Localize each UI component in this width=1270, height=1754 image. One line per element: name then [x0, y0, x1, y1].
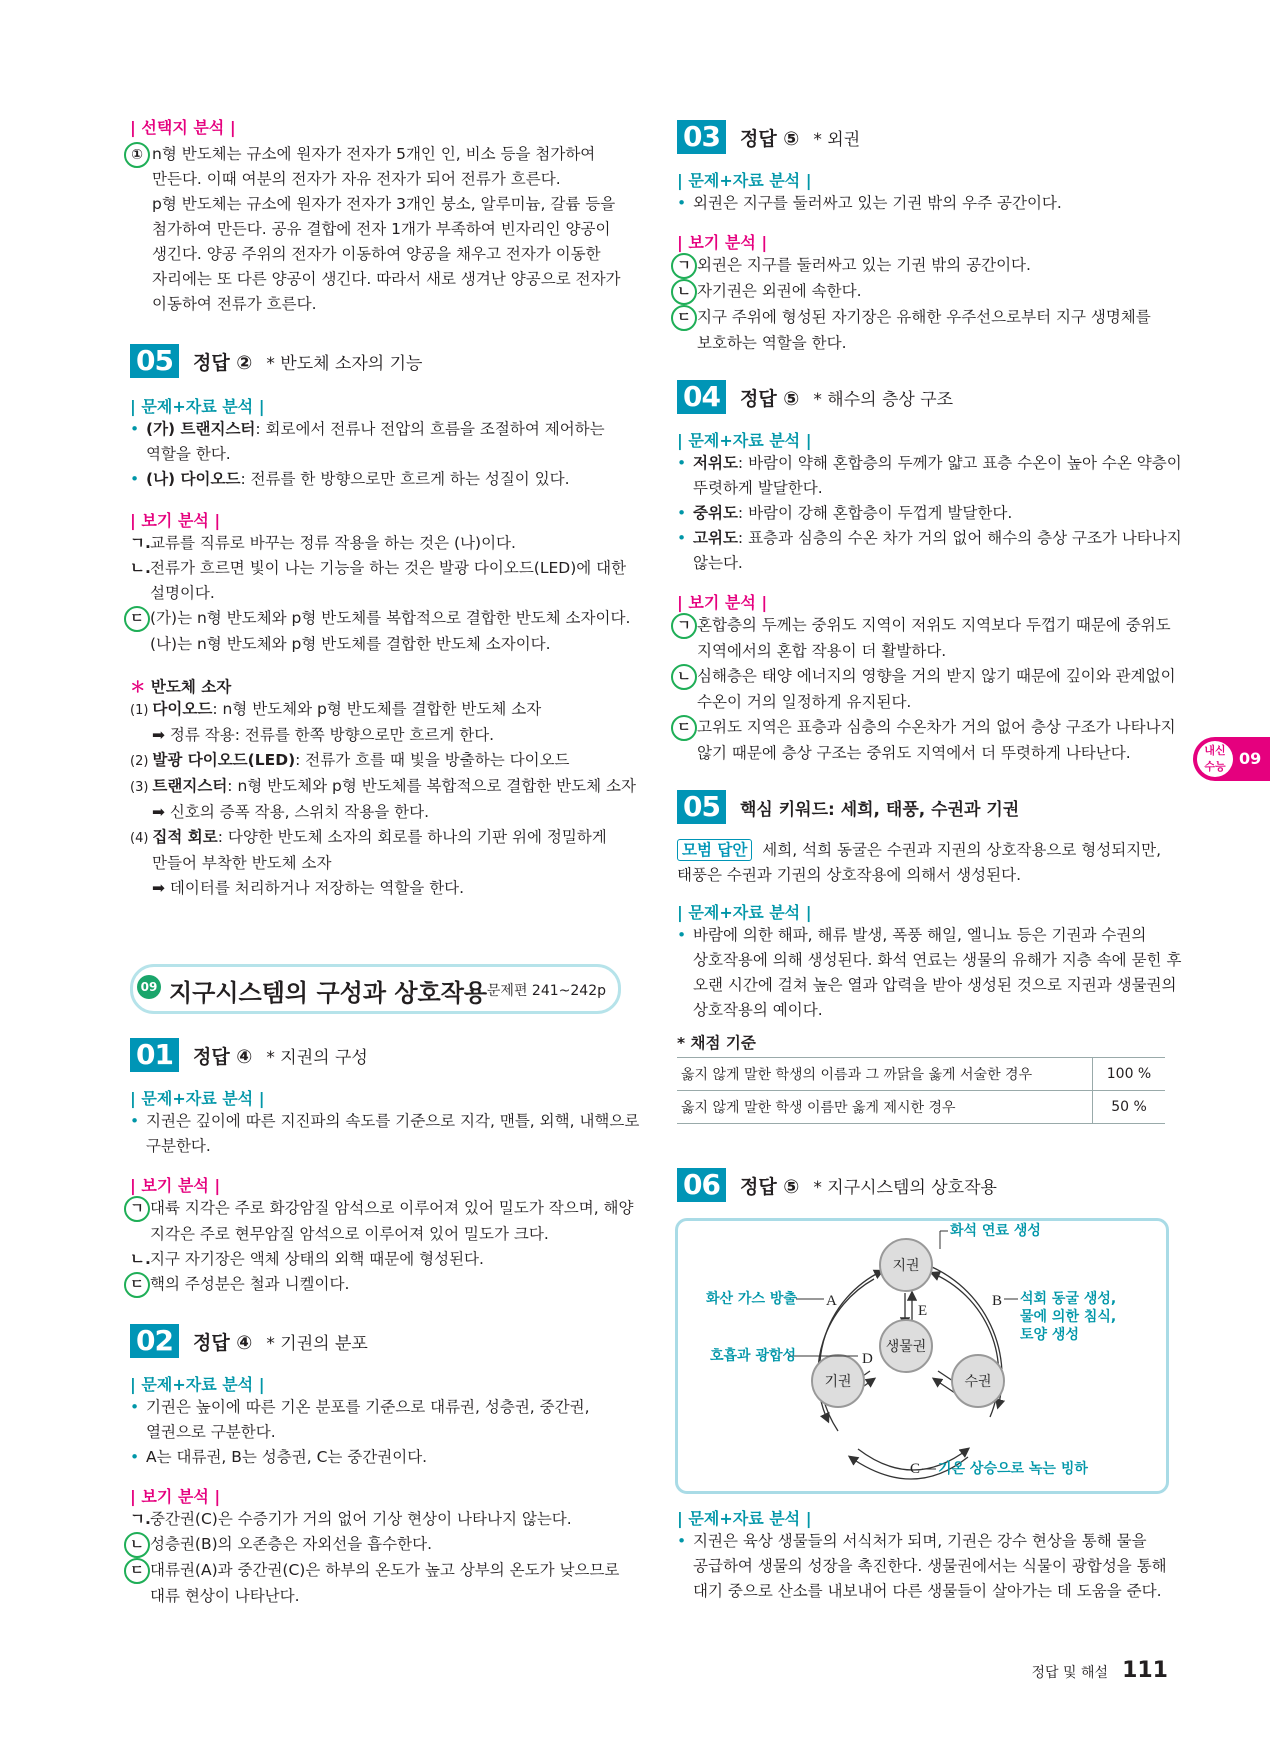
text-line: 뚜렷하게 발달한다. — [693, 479, 823, 497]
answer-label: 정답 ⑤ — [739, 387, 800, 410]
view-item: ㄷ 핵의 주성분은 철과 니켈이다. — [130, 1272, 630, 1298]
question-number: 01 — [130, 1038, 179, 1072]
view-item: ㄱ.중간권(C)은 수증기가 거의 없어 기상 현상이 나타나지 않는다. — [130, 1510, 572, 1528]
text-line: 태풍은 수권과 기권의 상호작용에 의해서 생성된다. — [677, 866, 1021, 884]
criteria-title: * 채점 기준 — [677, 1034, 756, 1052]
model-answer — [677, 838, 1167, 863]
question-number: 04 — [677, 380, 726, 414]
answer-header — [130, 1038, 630, 1072]
bullet-item: • 지권은 깊이에 따른 지진파의 속도를 기준으로 지각, 맨틀, 외핵, 내핵으로 — [130, 1109, 630, 1134]
text-line: 열권으로 구분한다. — [146, 1423, 276, 1441]
note-item: (1) 다이오드: n형 반도체와 p형 반도체를 결합한 반도체 소자 — [130, 700, 542, 718]
text-line: 수온이 거의 일정하게 유지된다. — [697, 693, 912, 711]
diagram-svg — [678, 1221, 1166, 1491]
text-line: 세희, 석희 동굴은 수권과 지권의 상호작용으로 형성되지만, — [762, 841, 1162, 859]
answer-label: 정답 ④ — [192, 1045, 253, 1068]
data-analysis-header: | 문제+자료 분석 | — [130, 1089, 265, 1108]
label-b3: 토양 생성 — [1020, 1327, 1079, 1343]
answer-keyword: * 해수의 층상 구조 — [813, 389, 954, 410]
answer-keyword: * 지구시스템의 상호작용 — [813, 1177, 997, 1198]
text-line: 않는다. — [693, 554, 743, 572]
label-resp: 호흡과 광합성 — [710, 1348, 797, 1364]
data-analysis-header: | 문제+자료 분석 | — [677, 431, 812, 450]
answer-label: 정답 ⑤ — [739, 1175, 800, 1198]
data-analysis-header: | 문제+자료 분석 | — [677, 1509, 812, 1528]
side-tab-label: 내신 — [1204, 744, 1226, 757]
side-tab-chapter: 09 — [1239, 749, 1262, 768]
bullet-item: • 고위도: 표층과 심층의 수온 차가 거의 없어 해수의 층상 구조가 나타나지 — [677, 526, 1167, 551]
view-analysis-header: | 보기 분석 | — [130, 511, 221, 530]
label-glacier: 기온 상승으로 녹는 빙하 — [938, 1461, 1088, 1477]
text-line: n형 반도체는 규소에 원자가 전자가 5개인 인, 비소 등을 첨가하여 — [152, 145, 596, 163]
question-number: 03 — [677, 120, 726, 154]
bullet-item: • 저위도: 바람이 약해 혼합층의 두께가 얇고 표층 수온이 높아 수온 약층이 — [677, 451, 1167, 476]
choice-marker: ① — [124, 142, 150, 168]
model-answer-label: 모범 답안 — [677, 839, 752, 861]
label-atmosphere: 기권 — [824, 1374, 852, 1390]
keyword-title: 핵심 키워드: 세희, 태풍, 수권과 기권 — [739, 799, 1020, 820]
note-sub: ➡ 정류 작용: 전류를 한쪽 방향으로만 흐르게 한다. — [152, 726, 495, 744]
text-line: 첨가하여 만든다. 공유 결합에 전자 1개가 부족하여 빈자리인 양공이 — [152, 220, 611, 238]
answer-label: 정답 ④ — [192, 1331, 253, 1354]
question-number: 05 — [677, 790, 726, 824]
data-analysis-header: | 문제+자료 분석 | — [130, 1375, 265, 1394]
text-line: 오랜 시간에 걸쳐 높은 열과 압력을 받아 생성된 것으로 지권과 생물권의 — [693, 976, 1177, 994]
note-item: (3) 트랜지스터: n형 반도체와 p형 반도체를 복합적으로 결합한 반도체 소자 — [130, 777, 636, 795]
view-analysis-header: | 보기 분석 | — [130, 1487, 221, 1506]
view-analysis-header: | 보기 분석 | — [677, 593, 768, 612]
table-row: 옳지 않게 말한 학생 이름만 옳게 제시한 경우 50 % — [677, 1091, 1165, 1124]
text-line: 지각은 주로 현무암질 암석으로 이루어져 있어 밀도가 크다. — [150, 1225, 549, 1243]
side-chapter-tab — [1193, 737, 1270, 781]
label-fossil: 화석 연료 생성 — [950, 1223, 1041, 1239]
text-line: 않기 때문에 층상 구조는 중위도 지역에서 더 뚜렷하게 나타난다. — [697, 744, 1131, 762]
footer-label: 정답 및 해설 — [1031, 1665, 1109, 1681]
label-E: E — [918, 1303, 928, 1319]
right-q06-header — [677, 1168, 1167, 1202]
label-A: A — [826, 1293, 837, 1309]
answer-header — [130, 344, 630, 378]
right-q06-analysis — [677, 1506, 1167, 1604]
question-number: 02 — [130, 1324, 179, 1358]
left-q05 — [130, 344, 636, 901]
text-line: 설명이다. — [150, 584, 215, 602]
bullet-item: • 외권은 지구를 둘러싸고 있는 기권 밖의 우주 공간이다. — [677, 191, 1167, 216]
text-line: 자리에는 또 다른 양공이 생긴다. 따라서 새로 생겨난 양공으로 전자가 — [152, 270, 621, 288]
text-line: 이동하여 전류가 흐른다. — [152, 295, 317, 313]
view-item: ㄱ 외권은 지구를 둘러싸고 있는 기권 밖의 공간이다. — [677, 253, 1167, 279]
text-line: 구분한다. — [146, 1137, 211, 1155]
answer-keyword: * 지권의 구성 — [266, 1047, 368, 1068]
view-item: ㄷ 대류권(A)과 중간권(C)은 하부의 온도가 높고 상부의 온도가 낮으므로 — [130, 1558, 630, 1584]
section-title: 지구시스템의 구성과 상호작용 — [169, 979, 488, 1007]
text-line: 대류 현상이 나타난다. — [150, 1587, 300, 1605]
left-q02 — [130, 1324, 630, 1609]
view-item: ㄱ 대륙 지각은 주로 화강암질 암석으로 이루어져 있어 밀도가 작으며, 해양 — [130, 1196, 630, 1222]
answer-header — [130, 1324, 630, 1358]
view-item: ㄷ 고위도 지역은 표층과 심층의 수온차가 거의 없어 층상 구조가 나타나지 — [677, 715, 1167, 741]
answer-keyword: * 외권 — [813, 129, 861, 150]
side-tab-label: 수능 — [1204, 760, 1226, 773]
right-q03 — [677, 120, 1167, 356]
table-row: 옳지 않게 말한 학생의 이름과 그 까닭을 옳게 서술한 경우 100 % — [677, 1058, 1165, 1091]
view-item: ㄱ 혼합층의 두께는 중위도 지역이 저위도 지역보다 두껍기 때문에 중위도 — [677, 613, 1167, 639]
label-geosphere: 지권 — [892, 1258, 920, 1274]
bullet-item: • 바람에 의한 해파, 해류 발생, 폭풍 해일, 엘니뇨 등은 기권과 수권의 — [677, 923, 1167, 948]
criteria-table — [677, 1057, 1165, 1124]
label-b2: 물에 의한 침식, — [1020, 1309, 1117, 1325]
label-hydrosphere: 수권 — [964, 1374, 992, 1390]
text-line: 역할을 한다. — [146, 445, 231, 463]
view-analysis-header: | 보기 분석 | — [677, 233, 768, 252]
text-line: 만든다. 이때 여분의 전자가 자유 전자가 되어 전류가 흐른다. — [152, 170, 561, 188]
view-item: ㄷ (가)는 n형 반도체와 p형 반도체를 복합적으로 결합한 반도체 소자이다. — [130, 606, 630, 632]
note-title: ＊ 반도체 소자 — [130, 678, 232, 696]
note-item: (4) 집적 회로: 다양한 반도체 소자의 회로를 하나의 기판 위에 정밀하게 — [130, 828, 607, 846]
data-analysis-header: | 문제+자료 분석 | — [130, 397, 265, 416]
section-badge: 09 — [137, 975, 161, 999]
label-biosphere: 생물권 — [885, 1339, 927, 1355]
left-q01 — [130, 1038, 640, 1298]
label-C: C — [910, 1461, 921, 1477]
view-item: ㄴ 심해층은 태양 에너지의 영향을 거의 받지 않기 때문에 깊이와 관계없이 — [677, 664, 1167, 690]
side-tab-badge — [1197, 741, 1233, 777]
text-line: 대기 중으로 산소를 내보내어 다른 생물들이 살아가는 데 도움을 준다. — [693, 1582, 1162, 1600]
text-line: 지역에서의 혼합 작용이 더 활발하다. — [697, 642, 947, 660]
view-item: ㄷ 지구 주위에 형성된 자기장은 유해한 우주선으로부터 지구 생명체를 — [677, 305, 1167, 331]
label-volcano: 화산 가스 방출 — [706, 1291, 797, 1307]
bullet-item: • 지권은 육상 생물들의 서식처가 되며, 기권은 강수 현상을 통해 물을 — [677, 1529, 1167, 1554]
bullet-item: • 기권은 높이에 따른 기온 분포를 기준으로 대류권, 성층권, 중간권, — [130, 1395, 630, 1420]
note-sub: ➡ 데이터를 처리하거나 저장하는 역할을 한다. — [152, 879, 465, 897]
answer-header — [677, 790, 1167, 824]
section-banner — [130, 964, 621, 1014]
bullet-item: • (가) 트랜지스터: 회로에서 전류나 전압의 흐름을 조절하여 제어하는 — [130, 417, 630, 442]
page-number: 111 — [1122, 1658, 1168, 1683]
answer-header — [677, 1168, 1167, 1202]
data-analysis-header: | 문제+자료 분석 | — [677, 903, 812, 922]
right-q05 — [677, 790, 1182, 1124]
choice-analysis-header: | 선택지 분석 | — [130, 118, 236, 137]
text-line: (나)는 n형 반도체와 p형 반도체를 결합한 반도체 소자이다. — [150, 635, 551, 653]
label-D: D — [862, 1351, 873, 1367]
answer-keyword: * 반도체 소자의 기능 — [266, 353, 423, 374]
bullet-item: • (나) 다이오드: 전류를 한 방향으로만 흐르게 하는 성질이 있다. — [130, 467, 630, 492]
text-line: 생긴다. 양공 주위의 전자가 이동하여 양공을 채우고 전자가 이동한 — [152, 245, 601, 263]
bullet-item: • 중위도: 바람이 강해 혼합층이 두껍게 발달한다. — [677, 501, 1167, 526]
label-b1: 석회 동굴 생성, — [1020, 1291, 1117, 1307]
view-item: ㄴ.지구 자기장은 액체 상태의 외핵 때문에 형성된다. — [130, 1250, 484, 1268]
bullet-item: • A는 대류권, B는 성층권, C는 중간권이다. — [130, 1445, 630, 1470]
answer-label: 정답 ⑤ — [739, 127, 800, 150]
view-item: ㄴ 자기권은 외권에 속한다. — [677, 279, 1167, 305]
text-line: 상호작용의 예이다. — [693, 1001, 823, 1019]
text-line: 공급하여 생물의 성장을 촉진한다. 생물권에서는 식물이 광합성을 통해 — [693, 1557, 1167, 1575]
earth-system-diagram — [675, 1218, 1169, 1494]
view-analysis-header: | 보기 분석 | — [130, 1176, 221, 1195]
answer-keyword: * 기권의 분포 — [266, 1333, 368, 1354]
text-line: 상호작용에 의해 생성된다. 화석 연료는 생물의 유해가 지층 속에 묻힌 후 — [693, 951, 1182, 969]
section-page-ref: 문제편 241~242p — [486, 983, 606, 999]
right-q04 — [677, 380, 1182, 766]
note-item: (2) 발광 다이오드(LED): 전류가 흐를 때 빛을 방출하는 다이오드 — [130, 751, 570, 769]
page-footer — [1032, 1658, 1168, 1683]
view-item: ㄱ.교류를 직류로 바꾸는 정류 작용을 하는 것은 (나)이다. — [130, 534, 516, 552]
answer-label: 정답 ② — [192, 351, 253, 374]
note-sub: ➡ 신호의 증폭 작용, 스위치 작용을 한다. — [152, 803, 429, 821]
view-item: ㄴ 성층권(B)의 오존층은 자외선을 흡수한다. — [130, 1532, 630, 1558]
answer-header — [677, 380, 1167, 414]
text-line: p형 반도체는 규소에 원자가 전자가 3개인 붕소, 알루미늄, 갈륨 등을 — [152, 195, 616, 213]
answer-header — [677, 120, 1167, 154]
note-sub: 만들어 부착한 반도체 소자 — [152, 854, 332, 872]
question-number: 06 — [677, 1168, 726, 1202]
label-B: B — [992, 1293, 1003, 1309]
choice-analysis — [130, 115, 621, 317]
question-number: 05 — [130, 344, 179, 378]
data-analysis-header: | 문제+자료 분석 | — [677, 171, 812, 190]
text-line: 보호하는 역할을 한다. — [697, 334, 847, 352]
view-item: ㄴ.전류가 흐르면 빛이 나는 기능을 하는 것은 발광 다이오드(LED)에 대한 — [130, 559, 627, 577]
